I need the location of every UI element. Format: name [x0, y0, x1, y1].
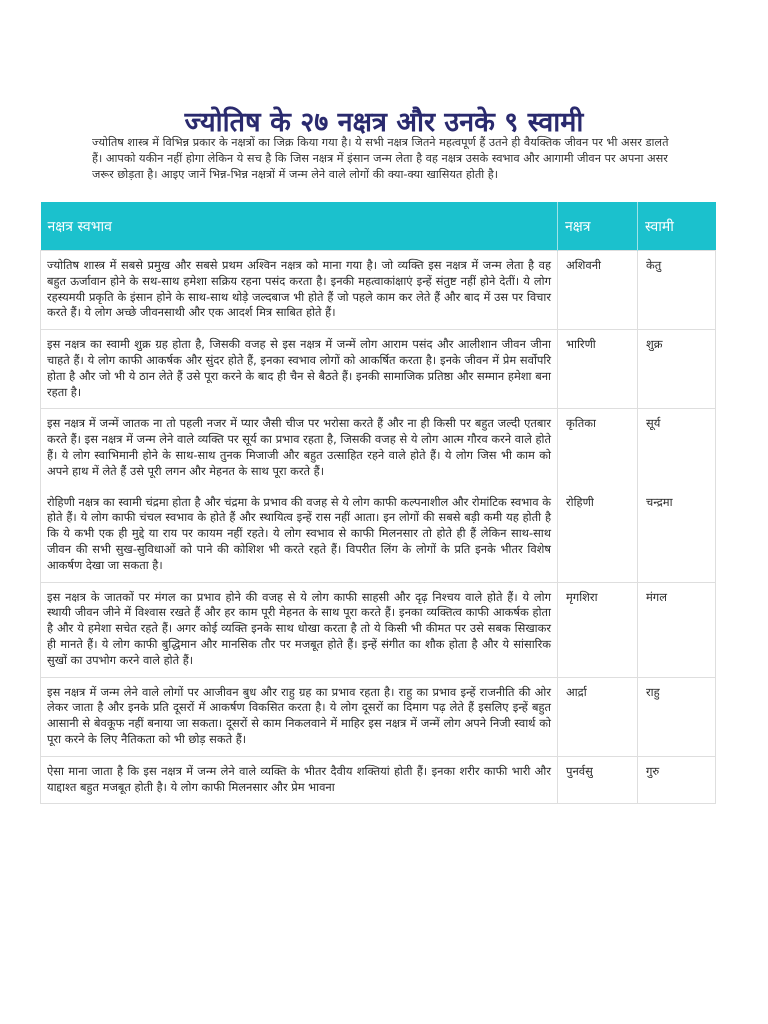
nakshatra-cell: भारिणी: [558, 330, 638, 409]
nature-cell: ज्योतिष शास्त्र में सबसे प्रमुख और सबसे प्रथम अश्विन नक्षत्र को माना गया है। जो व्यक्ति इस नक्षत्र में जन्म लेता है वह बहुत ऊर्जावान होने के सथ-साथ हमेशा सक्रिय रहना पसंद करता है। इनकी महत्वाकांक्षाएं इन्हें संतुष्ट नहीं होने देतीं। ये लोग रहस्यमयी प्रकृति के इंसान होने के साथ-साथ थोड़े जल्दबाज भी होते हैं जो पहले काम कर लेते हैं और बाद में उस पर विचार करते हैं। ये लोग अच्छे जीवनसाथी और एक आदर्श मित्र साबित होते हैं।: [41, 251, 558, 330]
page-title: ज्योतिष के २७ नक्षत्र और उनके ९ स्वामी: [184, 107, 584, 139]
swami-cell: मंगल: [638, 582, 716, 677]
nature-cell: रोहिणी नक्षत्र का स्वामी चंद्रमा होता है और चंद्रमा के प्रभाव की वजह से ये लोग काफी कल्पनाशील और रोमांटिक स्वभाव के होते हैं। ये लोग काफी चंचल स्वभाव के होते हैं और स्थायित्व इन्हें रास नहीं आता। इन लोगों की सबसे बड़ी कमी यह होती है कि ये कभी एक ही मुद्दे या राय पर कायम नहीं रहते। ये लोग स्वभाव से काफी मिलनसार तो होते ही हैं लेकिन साथ-साथ जीवन की सभी सुख-सुविधाओं को पाने की कोशिश भी करते रहते हैं। विपरीत लिंग के लोगों के प्रति इनके भीतर विशेष आकर्षण देखा जा सकता है।: [41, 488, 558, 582]
swami-cell: शुक्र: [638, 330, 716, 409]
header-nakshatra: नक्षत्र: [558, 202, 638, 251]
swami-cell: सूर्य: [638, 409, 716, 488]
table-header-row: [41, 202, 716, 251]
nature-cell: इस नक्षत्र का स्वामी शुक्र ग्रह होता है, जिसकी वजह से इस नक्षत्र में जन्में लोग आराम पसंद और आलीशान जीवन जीना चाहते हैं। ये लोग काफी आकर्षक और सुंदर होते हैं, इनका स्वभाव लोगों को आकर्षित करता है। इनके जीवन में प्रेम सर्वोपरि होता है और जो भी ये ठान लेते हैं उसे पूरा करने के बाद ही चैन से बैठते हैं। इनकी सामाजिक प्रतिष्ठा और सम्मान हमेशा बना रहता है।: [41, 330, 558, 409]
swami-cell: चन्द्रमा: [638, 488, 716, 582]
nakshatra-cell: मृगशिरा: [558, 582, 638, 677]
table-row: [41, 756, 716, 804]
swami-cell: गुरु: [638, 756, 716, 804]
nature-cell: ऐसा माना जाता है कि इस नक्षत्र में जन्म लेने वाले व्यक्ति के भीतर दैवीय शक्तियां होती हैं। इनका शरीर काफी भारी और याद्दाश्त बहुत मजबूत होती है। ये लोग काफी मिलनसार और प्रेम भावना: [41, 756, 558, 804]
table-row: [41, 409, 716, 488]
nakshatra-table: [40, 202, 716, 804]
table-row: [41, 582, 716, 677]
header-swami: स्वामी: [638, 202, 716, 251]
header-nature: नक्षत्र स्वभाव: [41, 202, 558, 251]
nakshatra-cell: अशिवनी: [558, 251, 638, 330]
swami-cell: राहु: [638, 677, 716, 756]
intro-paragraph: ज्योतिष शास्त्र में विभिन्न प्रकार के नक्षत्रों का जिक्र किया गया है। ये सभी नक्षत्र जितने महत्वपूर्ण हैं उतने ही वैयक्तिक जीवन पर भी असर डालते हैं। आपको यकीन नहीं होगा लेकिन ये सच है कि जिस नक्षत्र में इंसान जन्म लेता है वह नक्षत्र उसके स्वभाव और आगामी जीवन पर अपना असर जरूर छोड़ता है। आइए जानें भिन्न-भिन्न नक्षत्रों में जन्म लेने वाले लोगों की क्या-क्या खासियत होती है।: [92, 136, 669, 181]
nature-cell: इस नक्षत्र में जन्म लेने वाले लोगों पर आजीवन बुध और राहु ग्रह का प्रभाव रहता है। राहु का प्रभाव इन्हें राजनीति की ओर लेकर जाता है और इनके प्रति दूसरों में आकर्षण विकसित करता है। ये लोग दूसरों का दिमाग पढ़ लेते हैं इसलिए इन्हें बहुत आसानी से बेवकूफ नहीं बनाया जा सकता। दूसरों से काम निकलवाने में माहिर इस नक्षत्र में जन्में लोग अपने निजी स्वार्थ को पूरा करने के लिए नैतिकता को भी छोड़ सकते हैं।: [41, 677, 558, 756]
nakshatra-cell: कृतिका: [558, 409, 638, 488]
table-row: [41, 330, 716, 409]
table-row: [41, 677, 716, 756]
nakshatra-cell: पुनर्वसु: [558, 756, 638, 804]
nature-cell: इस नक्षत्र के जातकों पर मंगल का प्रभाव होने की वजह से ये लोग काफी साहसी और दृढ़ निश्चय वाले होते हैं। ये लोग स्थायी जीवन जीने में विश्वास रखते हैं और हर काम पूरी मेहनत के साथ पूरा करते हैं। इनका व्यक्तित्व काफी आकर्षक होता है और ये हमेशा सचेत रहते हैं। अगर कोई व्यक्ति इनके साथ धोखा करता है तो ये किसी भी कीमत पर उसे सबक सिखाकर ही मानते हैं। ये लोग काफी बुद्धिमान और मानसिक तौर पर मजबूत होते हैं। इन्हें संगीत का शौक होता है और ये सांसारिक सुखों का उपभोग करने वाले होते हैं।: [41, 582, 558, 677]
nakshatra-cell: रोहिणी: [558, 488, 638, 582]
table-row: [41, 488, 716, 582]
nature-cell: इस नक्षत्र में जन्में जातक ना तो पहली नजर में प्यार जैसी चीज पर भरोसा करते हैं और ना ही किसी पर बहुत जल्दी एतबार करते हैं। इस नक्षत्र में जन्म लेने वाले व्यक्ति पर सूर्य का प्रभाव रहता है, जिसकी वजह से ये लोग आत्म गौरव करने वाले होते हैं। ये लोग स्वाभिमानी होने के साथ-साथ तुनक मिजाजी और बहुत उत्साहित रहने वाले होते हैं। ये लोग जिस भी काम को अपने हाथ में लेते हैं उसे पूरी लगन और मेहनत के साथ पूरा करते हैं।: [41, 409, 558, 488]
nakshatra-cell: आर्द्रा: [558, 677, 638, 756]
swami-cell: केतु: [638, 251, 716, 330]
table-row: [41, 251, 716, 330]
